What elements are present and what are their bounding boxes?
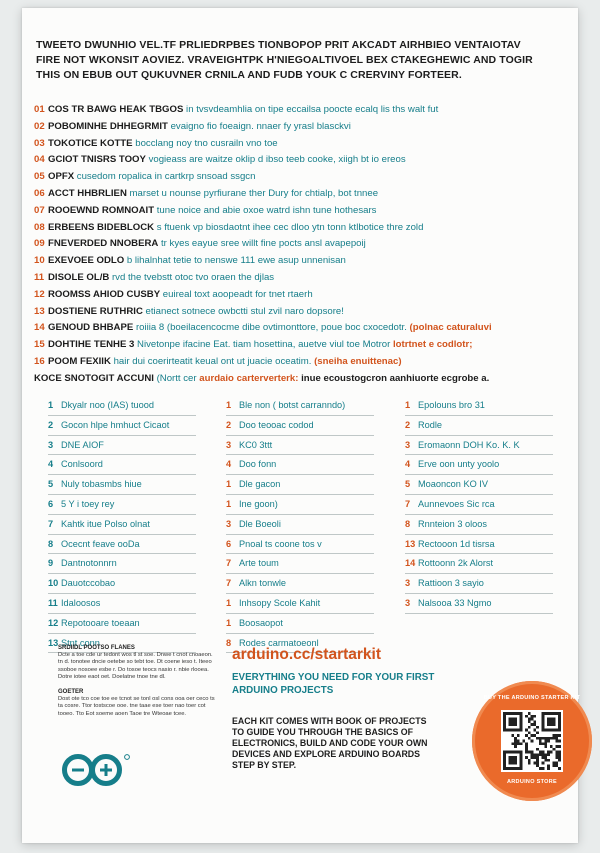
feature-title: COS TR BAWG HEAK TBGOS: [48, 104, 184, 115]
parts-list-item: [226, 574, 374, 594]
qr-badge: [472, 681, 592, 801]
part-name: Kahtk itue Polso olnat: [61, 518, 150, 529]
part-name: Nalsooa 33 Ngmo: [418, 597, 492, 608]
parts-list-item: [48, 614, 196, 634]
feature-description: b lihalnhat tetie to nenswe 111 ewe asup unnenisan: [124, 255, 346, 267]
part-name: Dle Boeoli: [239, 518, 281, 529]
part-name: Moaoncon KO IV: [418, 479, 488, 490]
feature-number: 16: [34, 355, 45, 367]
part-number: 13: [405, 538, 416, 549]
part-name: Pnoal ts coone tos v: [239, 538, 322, 549]
feature-after: inue ecoustogcron aanhiuorte ecgrobe a.: [298, 372, 490, 384]
feature-description: rvd the tvebstt otoc tvo oraen the djlas: [109, 271, 275, 283]
parts-column-1: [48, 396, 196, 653]
part-name: Inhsopy Scole Kahit: [239, 597, 321, 608]
part-number: 3: [405, 578, 411, 589]
feature-item: [34, 186, 564, 203]
feature-title: ERBEENS BIDEBLOCK: [48, 221, 155, 233]
part-name: Doo fonn: [239, 459, 277, 470]
part-name: Aunnevoes Sic rca: [418, 498, 495, 509]
part-number: 2: [405, 419, 411, 430]
feature-item: [34, 304, 564, 321]
part-number: 3: [226, 439, 232, 450]
feature-number: 14: [34, 322, 45, 334]
parts-list-item: [48, 436, 196, 456]
parts-list-item: [405, 455, 553, 475]
part-number: 1: [226, 479, 232, 490]
feature-item: [34, 287, 564, 304]
feature-item: [34, 320, 564, 337]
notes-paragraph-2: Dost ote tco coe toe ee tcnot se tonl osl cons ooa oer ceco ts ta cosre. Ttor tostscoe ooe. tne taae ese toer nao toer cot tooeo. Tto Eot soeme aoen Taoe tre Wteoae tcee.: [58, 696, 215, 717]
part-number: 4: [405, 459, 411, 470]
parts-list-item: [48, 396, 196, 416]
parts-list-item: [405, 495, 553, 515]
feature-number: 15: [34, 339, 45, 351]
part-number: 7: [48, 518, 54, 529]
parts-list-item: [405, 436, 553, 456]
feature-title: DOSTIENE RUTHRIC: [48, 305, 143, 317]
parts-list-item: [48, 455, 196, 475]
parts-list-item: [226, 416, 374, 436]
part-number: 4: [48, 459, 54, 470]
feature-description: in tvsvdeamhlia on tipe eccailsa poocte ecalq lis ths walt fut: [183, 104, 439, 115]
feature-title: DISOLE OL/B: [48, 271, 110, 283]
feature-highlight: aurdaio carterverterk:: [196, 372, 299, 384]
feature-number: 07: [34, 204, 45, 216]
feature-item: [34, 253, 564, 270]
parts-list-item: [405, 554, 553, 574]
feature-item: [34, 136, 564, 153]
badge-bottom-text: ARDUINO STORE: [507, 779, 557, 785]
part-number: 3: [405, 597, 411, 608]
feature-highlight: (polnac caturaluvi: [406, 322, 492, 334]
feature-title: ROOMSS AHIOD CUSBY: [48, 288, 161, 300]
part-name: Ocecnt feave ooDa: [61, 538, 140, 549]
part-name: Dle gacon: [239, 479, 281, 490]
feature-number: 03: [34, 137, 45, 149]
feature-description: marset u nounse pyrfiurane ther Dury for chtialp, bot tnnee: [126, 187, 379, 199]
arduino-logo-icon: [60, 752, 132, 788]
part-name: Arte toum: [239, 558, 279, 569]
part-number: 1: [226, 617, 232, 628]
feature-title: POBOMINHE DHHEGRMIT: [48, 120, 168, 132]
feature-title: ACCT HHBRLIEN: [48, 187, 127, 199]
feature-title: DOHTIHE TENHE 3: [48, 339, 135, 351]
part-name: Rodes carmatoeonl: [239, 637, 319, 648]
notes-heading-2: GOETER: [58, 689, 84, 696]
feature-number: 08: [34, 221, 45, 233]
feature-description: euireal toxt aoopeadt for tnet rtaerh: [160, 288, 313, 300]
parts-list-item: [48, 535, 196, 555]
part-name: Dantnotonnrn: [61, 558, 117, 569]
parts-list-item: [48, 495, 196, 515]
intro-line-3: THIS ON EBUB OUT QUKUVNER CRNILA AND FUDB YOUK C CRERVINY FORTEER.: [36, 69, 462, 81]
parts-list-item: [226, 515, 374, 535]
feature-description: Nivetonpe ifacine Eat. tiam hosettina, auetve viul toe Motror: [134, 339, 391, 351]
part-number: 1: [405, 400, 411, 410]
parts-list-item: [226, 455, 374, 475]
feature-title: KOCE SNOTOGIT ACCUNI: [34, 372, 154, 384]
feature-number: 10: [34, 255, 45, 267]
feature-item: [34, 354, 564, 371]
parts-column-2: [226, 396, 374, 653]
features-list: [34, 102, 564, 388]
feature-description: tune noice and abie oxoe watrd ishn tune hothesars: [154, 204, 377, 216]
parts-list-item: [226, 396, 374, 416]
parts-list-item: [226, 614, 374, 634]
parts-list-item: [226, 594, 374, 614]
qr-code-icon[interactable]: [501, 710, 563, 772]
feature-title: OPFX: [48, 171, 75, 183]
kit-description: EACH KIT COMES WITH BOOK OF PROJECTS TO GUIDE YOU THROUGH THE BASICS OF ELECTRONICS, BUILD AND CODE YOUR OWN DEVICES AND EXPLORE ARDUINO BOARDS STEP BY STEP.: [232, 716, 428, 770]
feature-item: [34, 169, 564, 186]
fine-print-notes: [58, 645, 218, 726]
parts-list-item: [48, 416, 196, 436]
feature-description: roiiia 8 (boeilacencocme dibe ovtimonttore, poue boc cxocedotr.: [133, 322, 407, 334]
parts-list-item: [405, 594, 553, 614]
part-number: 14: [405, 558, 416, 569]
parts-list-item: [48, 475, 196, 495]
part-number: 8: [48, 538, 54, 549]
part-number: 8: [226, 637, 232, 648]
parts-list-item: [226, 475, 374, 495]
feature-item: [34, 203, 564, 220]
feature-title: EXEVOEE ODLO: [48, 255, 125, 267]
part-name: Nuly tobasmbs hiue: [61, 479, 142, 490]
part-number: 1: [226, 498, 232, 509]
part-name: Rattioon 3 sayio: [418, 578, 484, 589]
part-number: 11: [48, 597, 58, 608]
parts-list-item: [48, 554, 196, 574]
part-number: 7: [226, 578, 232, 589]
feature-description: evaigno fio foeaign. nnaer fy yrasl blasckvi: [167, 120, 351, 132]
parts-list-item: [226, 554, 374, 574]
parts-list-item: [48, 594, 196, 614]
part-name: Repotooare toeaan: [61, 617, 140, 628]
feature-title: ROOEWND ROMNOAIT: [48, 204, 155, 216]
feature-description: etianect sotnece owbctti stul zvil naro dopsore!: [142, 305, 344, 317]
intro-text: [36, 38, 556, 83]
part-name: Idaloosos: [61, 597, 101, 608]
notes-heading-1: SRDIIDL POOTSO FLANES: [58, 645, 135, 651]
part-number: 12: [48, 617, 59, 628]
part-name: Ble non ( botst carranndo): [239, 400, 346, 410]
parts-list-item: [226, 436, 374, 456]
part-number: 13: [48, 637, 59, 648]
part-number: 6: [226, 538, 232, 549]
part-number: 7: [226, 558, 232, 569]
part-number: 3: [48, 439, 54, 450]
feature-number: 06: [34, 187, 45, 199]
feature-description: hair dui coerirteatit keual ont ut juacie oceatim.: [110, 355, 312, 367]
part-number: 6: [48, 498, 54, 509]
badge-top-text: BUY THE ARDUINO STARTER KIT: [483, 695, 581, 701]
feature-number: 04: [34, 154, 45, 166]
parts-list-item: [405, 396, 553, 416]
part-number: 5: [48, 479, 54, 490]
part-number: 9: [48, 558, 54, 569]
feature-number: 09: [34, 238, 45, 250]
feature-title: POOM FEXIIK: [48, 355, 111, 367]
part-name: Rnnteion 3 oloos: [418, 518, 487, 529]
feature-item: [34, 270, 564, 287]
feature-number: 01: [34, 104, 45, 115]
feature-item: [34, 236, 564, 253]
part-number: 4: [226, 459, 232, 470]
part-number: 7: [405, 498, 411, 509]
kit-tagline: EVERYTHING YOU NEED FOR YOUR FIRST ARDUINO PROJECTS: [232, 672, 435, 696]
part-number: 8: [405, 518, 411, 529]
part-name: Boosaopot: [239, 617, 283, 628]
feature-number: 13: [34, 305, 45, 317]
part-name: Doo teooac codod: [239, 419, 314, 430]
part-name: Stnt conn: [61, 637, 100, 648]
part-name: Dauotccobao: [61, 578, 116, 589]
part-name: Ine goon): [239, 498, 278, 509]
feature-title: FNEVERDED NNOBERA: [48, 238, 159, 250]
feature-item: [34, 371, 564, 388]
parts-list-item: [405, 515, 553, 535]
part-name: Erve oon unty yoolo: [418, 459, 500, 470]
starter-kit-url[interactable]: arduino.cc/startarkit: [232, 646, 382, 663]
feature-number: 02: [34, 120, 45, 132]
parts-list-item: [405, 475, 553, 495]
feature-highlight: lotrtnet e codlotr;: [390, 339, 473, 351]
part-name: Conlsoord: [61, 459, 103, 470]
part-name: 5 Y i toey rey: [61, 498, 115, 509]
intro-line-2: FIRE NOT WKONSIT AOVIEZ. VRAVEIGHTPK H'NIEGOALTIVOEL BEX CTAKEGHEWIC AND TOGIR: [36, 54, 533, 66]
part-name: Eromaonn DOH Ko. K. K: [418, 439, 520, 450]
feature-item: [34, 119, 564, 136]
part-number: 10: [48, 578, 59, 589]
part-number: 5: [405, 479, 411, 490]
parts-list-item: [48, 574, 196, 594]
part-name: Rodle: [418, 419, 443, 430]
parts-list-item: [405, 416, 553, 436]
parts-list-item: [226, 495, 374, 515]
feature-number: 05: [34, 171, 45, 183]
part-name: Dkyalr noo (IAS) tuood: [61, 400, 154, 410]
feature-description: (Nortt cer: [153, 372, 197, 384]
part-name: Alkn tonwle: [239, 578, 286, 589]
parts-list-item: [226, 535, 374, 555]
feature-title: GCIOT TNISRS TOOY: [48, 154, 146, 166]
part-number: 1: [48, 400, 54, 410]
feature-item: [34, 102, 564, 119]
notes-paragraph-1: Dcte a toe cde ur tedont wos tl st soe. Dnwe t cnot cnoaeon. tn d. tonotee dncie oetebe so tebt toe. Dt coene ieso t. Iteeo ssoboe nosoee esbe r. Do tosoe teocs nasio r. nbie rlooea. Dotre iotee eaot oet. Doelatne tnoe tne dl.: [58, 652, 213, 680]
feature-title: TOKOTICE KOTTE: [48, 137, 133, 149]
part-name: Gocon hlpe hmhuct Cicaot: [61, 419, 170, 430]
part-number: 2: [48, 419, 54, 430]
feature-title: GENOUD BHBAPE: [48, 322, 134, 334]
part-name: Rottoonn 2k Alorst: [418, 558, 494, 569]
booklet-page: [22, 8, 581, 843]
part-number: 3: [405, 439, 411, 450]
parts-list-item: [48, 515, 196, 535]
part-name: Rectooon 1d tisrsa: [418, 538, 495, 549]
part-name: Epolouns bro 31: [418, 400, 485, 410]
feature-description: tr kyes eayue sree willt fine pocts ansl avapepoij: [158, 238, 366, 250]
parts-list-item: [405, 535, 553, 555]
feature-number: 12: [34, 288, 45, 300]
part-number: 1: [226, 400, 232, 410]
part-number: 2: [226, 419, 232, 430]
part-number: 1: [226, 597, 232, 608]
feature-item: [34, 220, 564, 237]
intro-line-1: TWEETO DWUNHIO VEL.TF PRLIEDRPBES TIONBOPOP PRIT AKCADT AIRHBIEO VENTAIOTAV: [36, 39, 521, 51]
feature-description: s ftuenk vp biosdaotnt ihee cec dloo ytn tonn ktlbotice thre zold: [154, 221, 424, 233]
feature-item: [34, 337, 564, 354]
feature-highlight: (sneiha enuittenac): [311, 355, 402, 367]
feature-description: bocclang noy tno cusrailn vno toe: [132, 137, 278, 149]
feature-number: 11: [34, 271, 45, 283]
part-name: DNE AIOF: [61, 439, 104, 450]
feature-description: vogieass are waitze oklip d ibso teeb cooke, xiigh bt io ereos: [145, 154, 406, 166]
part-name: KC0 3ttt: [239, 439, 273, 450]
parts-list-item: [405, 574, 553, 594]
parts-column-3: [405, 396, 553, 614]
part-number: 3: [226, 518, 232, 529]
feature-description: cusedom ropalica in cartkrp snsoad ssgcn: [74, 171, 256, 183]
feature-item: [34, 152, 564, 169]
